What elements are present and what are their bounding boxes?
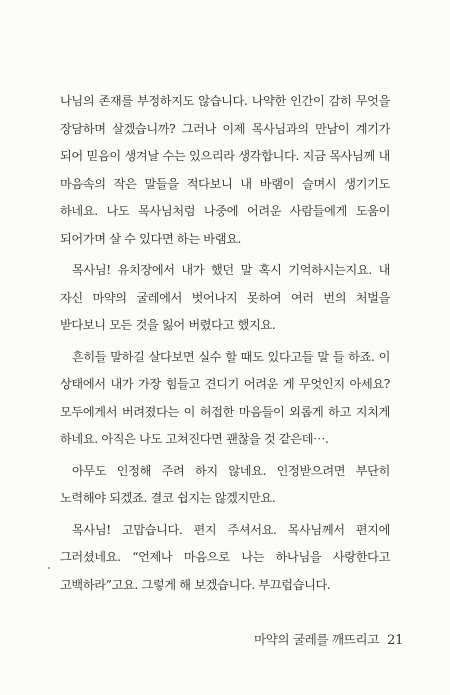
paragraph: 아무도 인정해 주려 하지 않네요. 인정받으려면 부단히 노력해야 되겠죠. 결코 쉽지는 않겠지만요. bbox=[60, 463, 390, 505]
paragraph: 흔히들 말하길 살다보면 실수 할 때도 있다고들 말 들 하죠. 이 상태에서 내가 가장 힘들고 견디기 어려운 게 무엇인지 아세요? 모두에게서 버려졌다는 이 허접한 마음들이 외롭게 하고 지치게 하네요. 아직은 나도 고쳐진다면 괜찮을 것 같은데⋯. bbox=[60, 349, 390, 446]
paragraph: 목사님! 고맙습니다. 편지 주셔서요. 목사님께서 편지에 그러셨네요. “언제나 마음으로 나는 하나님을 사랑한다고 고백하라”고요. 그렇게 해 보겠습니다. 부끄럽습니다. bbox=[60, 522, 390, 592]
running-title: 마약의 굴레를 깨뜨리고 bbox=[254, 632, 380, 647]
paragraph: 나님의 존재를 부정하지도 않습니다. 나약한 인간이 감히 무엇을 장담하며 살겠습니까? 그러나 이제 목사님과의 만남이 계기가 되어 믿음이 생겨날 수는 있으리라 생각합니다. 지금 목사님께 내 마음속의 작은 말들을 적다보니 내 바램이 슬며시 생기기도 하네요. 나도 목사님처럼 나중에 어려운 사람들에게 도움이 되어가며 살 수 있다면 하는 바램요. bbox=[60, 94, 390, 246]
print-speck bbox=[48, 567, 50, 569]
page-footer bbox=[254, 630, 404, 648]
page-number: 21 bbox=[387, 633, 404, 648]
paragraph: 목사님! 유치장에서 내가 했던 말 혹시 기억하시는지요. 내 자신 마약의 굴레에서 벗어나지 못하여 여러 번의 처벌을 받다보니 모든 것을 잃어 버렸다고 했지요. bbox=[60, 263, 390, 332]
body-text bbox=[60, 88, 390, 603]
